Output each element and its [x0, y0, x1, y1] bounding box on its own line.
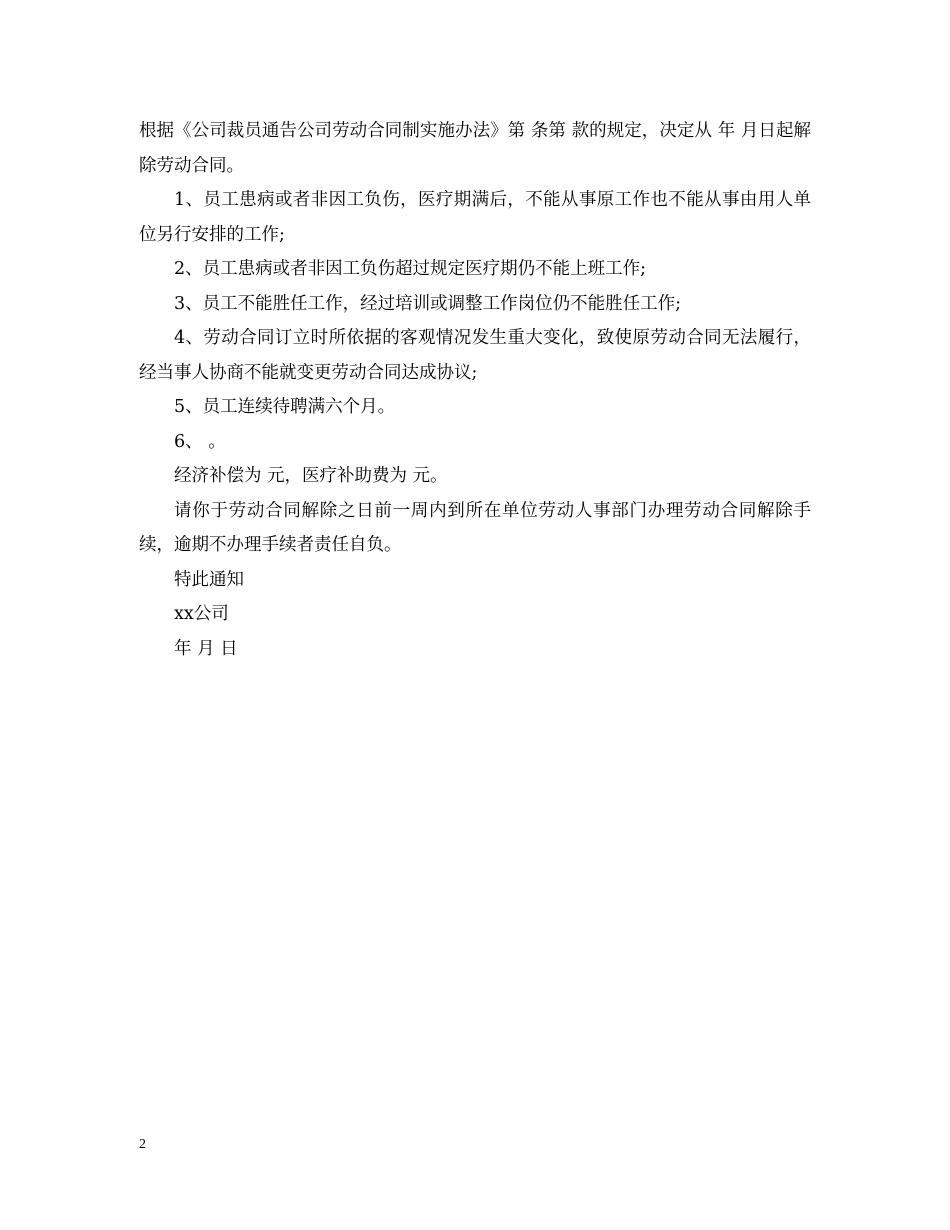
document-body: [139, 114, 811, 666]
paragraph-notice-closing: 特此通知: [174, 569, 244, 590]
page-number: 2: [139, 1137, 146, 1152]
paragraph-item-6: 6、 。: [174, 431, 226, 452]
paragraph-compensation: 经济补偿为 元，医疗补助费为 元。: [174, 466, 448, 486]
paragraph-instructions: 请你于劳动合同解除之日前一周内到所在单位劳动人事部门办理劳动合同解除手续，逾期不办理手续者责任自负。: [139, 500, 811, 555]
paragraph-item-1: 1、员工患病或者非因工负伤，医疗期满后，不能从事原工作也不能从事由用人单位另行安排的工作;: [139, 190, 811, 245]
paragraph-item-3: 3、员工不能胜任工作，经过培训或调整工作岗位仍不能胜任工作;: [174, 293, 682, 314]
paragraph-company-signature: xx公司: [174, 604, 229, 624]
paragraph-intro: 根据《公司裁员通告公司劳动合同制实施办法》第 条第 款的规定，决定从 年 月日起解除劳动合同。: [139, 121, 811, 176]
paragraph-date: 年 月 日: [174, 638, 238, 659]
paragraph-item-4: 4、劳动合同订立时所依据的客观情况发生重大变化，致使原劳动合同无法履行，经当事人协商不能就变更劳动合同达成协议;: [139, 328, 811, 383]
paragraph-item-5: 5、员工连续待聘满六个月。: [174, 397, 396, 417]
paragraph-item-2: 2、员工患病或者非因工负伤超过规定医疗期仍不能上班工作;: [174, 259, 647, 279]
